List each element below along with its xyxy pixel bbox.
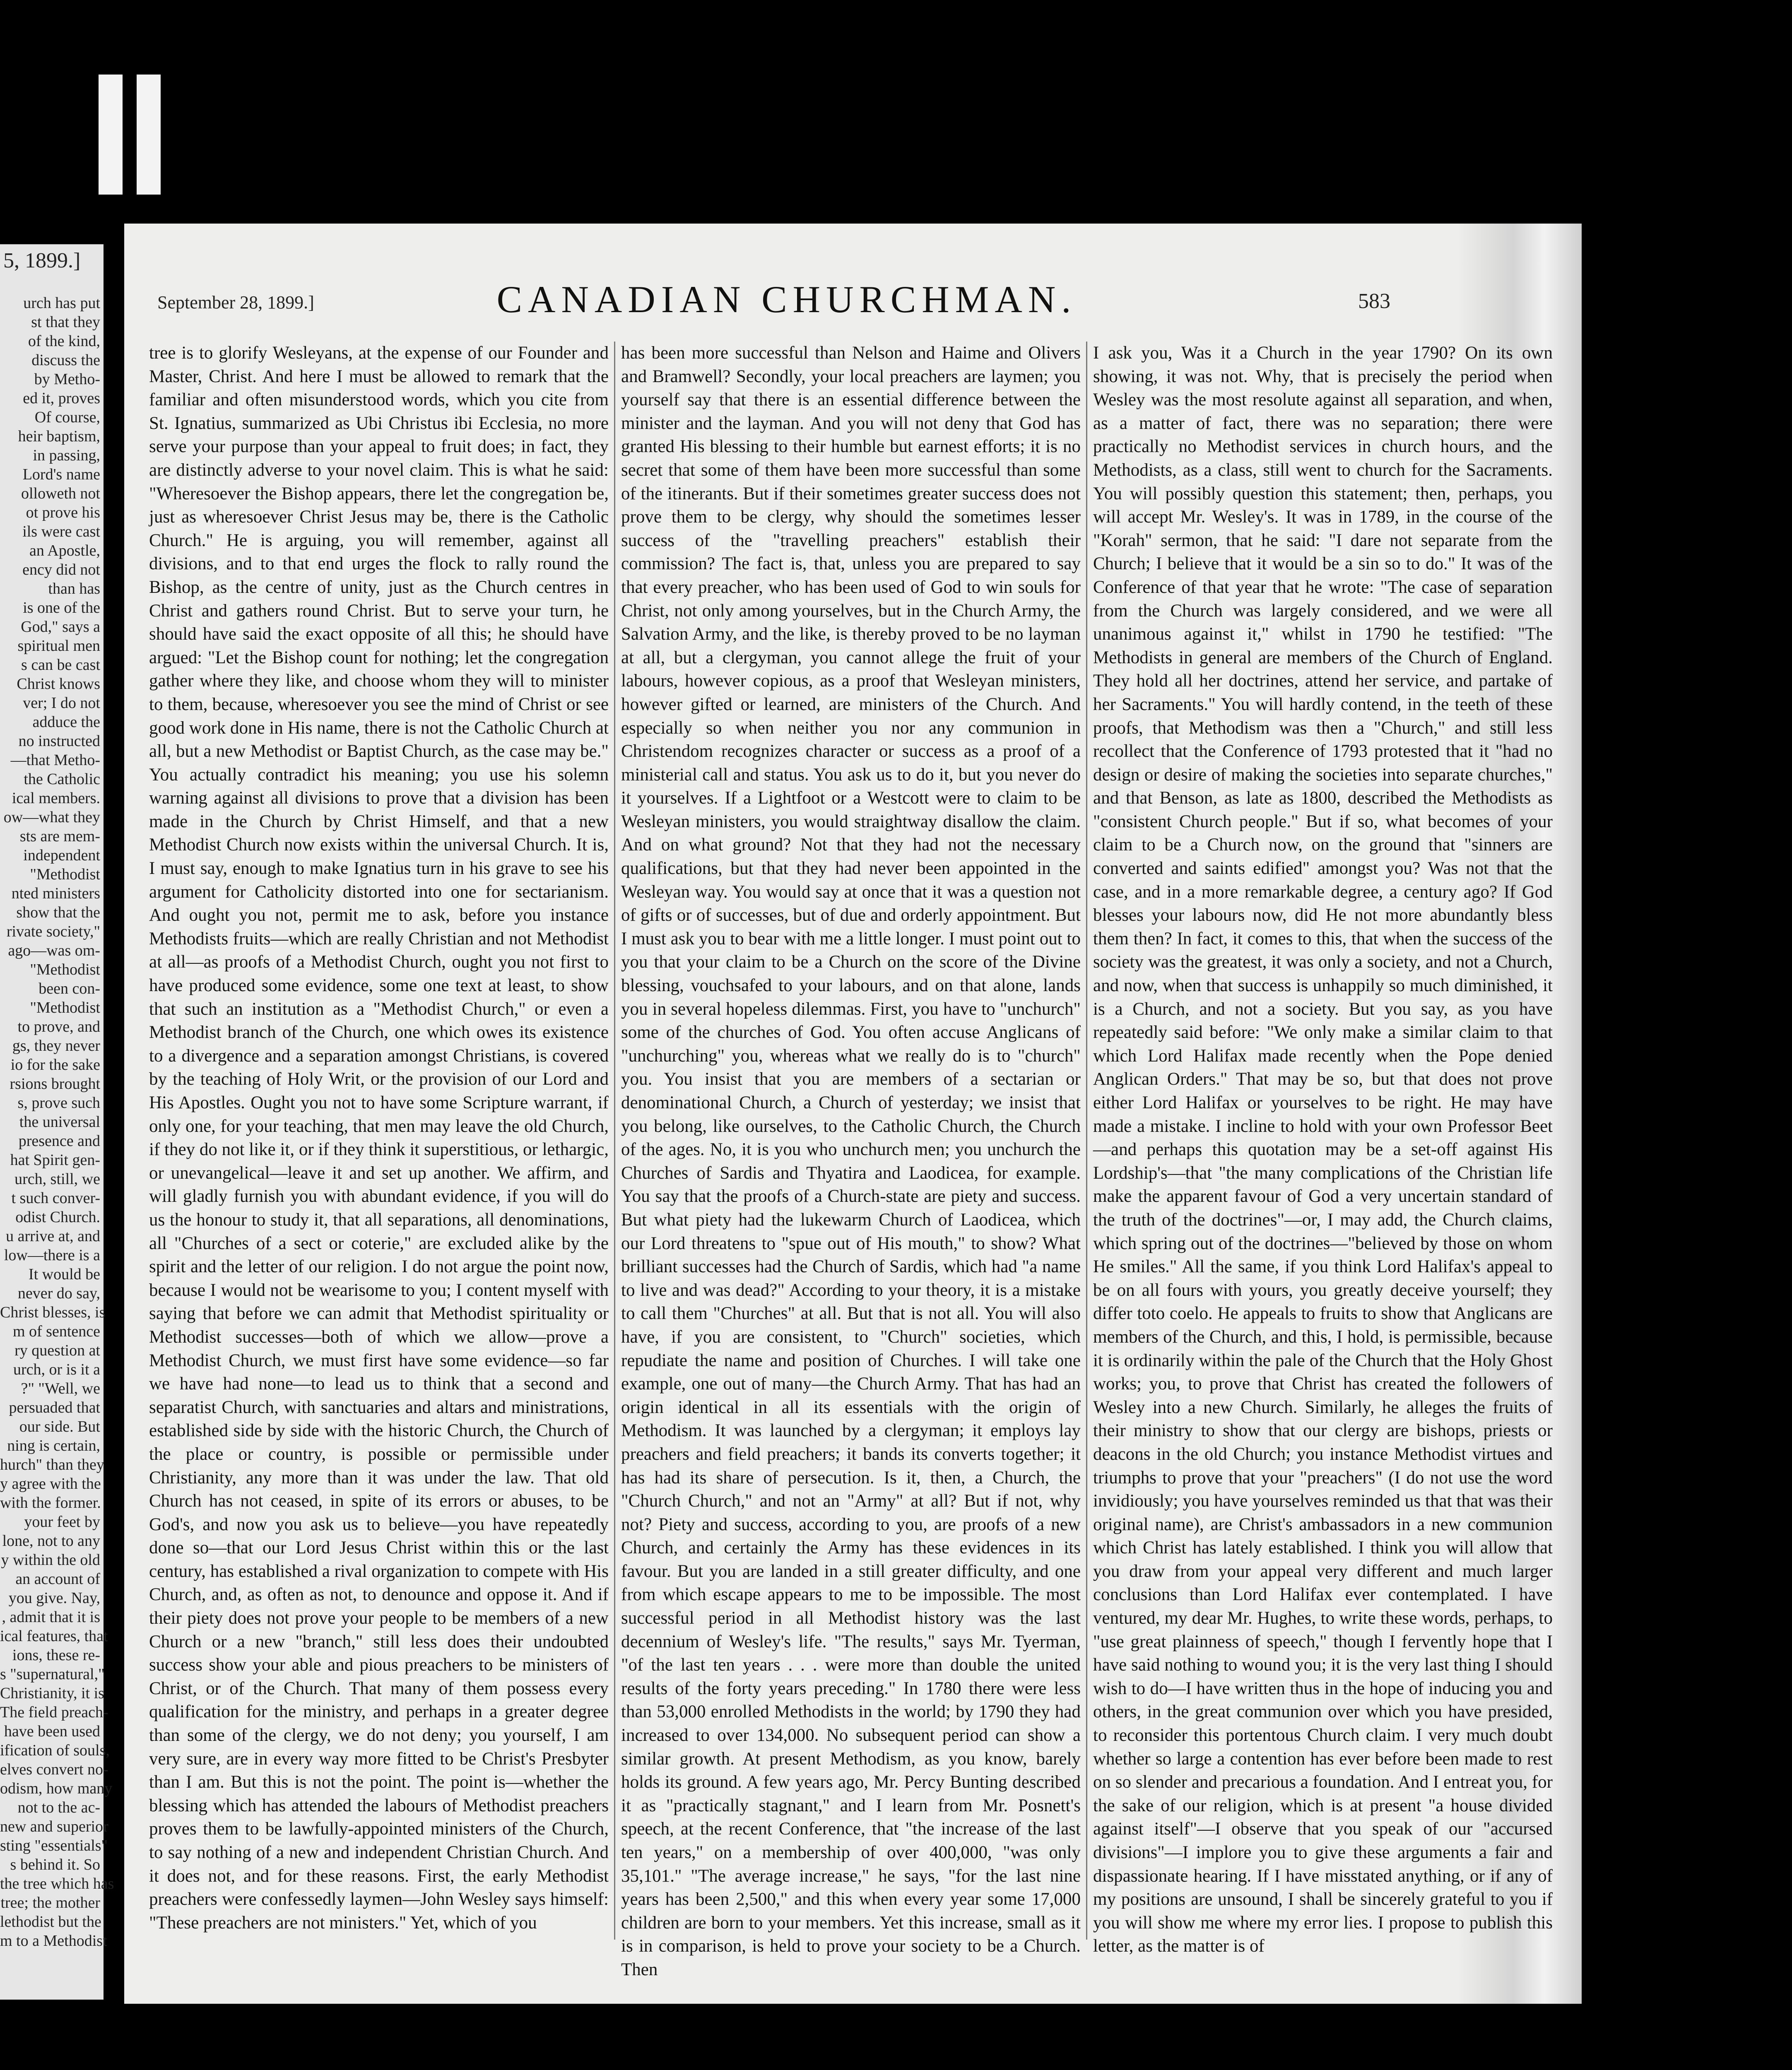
facing-page-line: presence and	[18, 1132, 100, 1150]
facing-page-line: lone, not to any	[2, 1532, 100, 1550]
facing-page-line: ?" "Well, we	[21, 1380, 100, 1397]
page-header	[124, 224, 1582, 335]
facing-page-line: sts are mem-	[19, 828, 100, 845]
facing-page-line: y within the old	[1, 1551, 100, 1569]
facing-page-line: to prove, and	[17, 1018, 100, 1035]
facing-page-line: discuss the	[31, 351, 100, 369]
facing-page-line: —that Metho-	[10, 751, 100, 769]
facing-page-line: of the kind,	[28, 332, 100, 350]
facing-page-line: Of course,	[34, 409, 100, 426]
facing-page-line: hat Spirit gen-	[10, 1151, 100, 1169]
facing-page-line: Christ blesses, is	[0, 1304, 106, 1321]
facing-page-line: the tree which has	[0, 1875, 114, 1892]
column-text: I ask you, Was it a Church in the year 1790? On its own showing, it was not. Why, that is precisely the period when Wesley was the most resolute against all separation, and when, as a matter of fact, there was no separation; there were practically no Methodist services in church hours, and the Methodists, as a class, still went to church for the Sacraments. You will possibly question this statement; then, perhaps, you will accept Mr. Wesley's. It was in 1789, in the course of the "Korah" sermon, that he said: "I dare not separate from the Church; I believe that it would be a sin so to do." It was of the Conference of that year that he wrote: "The case of separation from the Church was largely considered, and we were all unanimous against it," whilst in 1790 he testified: "The Methodists in general are members of the Church of England. They hold all her doctrines, attend her service, and partake of her Sacraments." You will hardly contend, in the teeth of these proofs, that Methodism was then a "Church," and still less recollect that the Conference of 1793 protested that it "had no design or desire of making the societies into separate churches," and that Benson, as late as 1800, described the Methodists as "consistent Church people." But if so, what becomes of your claim to be a Church now, on the ground that "sinners are converted and saints edified" amongst you? Was not that the case, and in a more remarkable degree, a century ago? If God blesses your labours now, did He not more abundantly bless them then? In fact, it comes to this, that when the success of the society was the greatest, it was only a society, and not a Church, and now, when that success is unhappily so much diminished, it is a Church, and not a society. But you say, as you have repeatedly said before: "We only make a similar claim to that which Lord Halifax made recently when the Pope denied Anglican Orders." That may be so, but that does not prove either Lord Halifax or yourselves to be right. He may have made a mistake. I incline to hold with your own Professor Beet—and perhaps this quotation may be a set-off against His Lordship's—that "the many complications of the Christian life make the apparent favour of God a very uncertain standard of the truth of the doctrines"—or, I may add, the Church claims, which spring out of the doctrines—"believed by those on whom He smiles." All the same, if you think Lord Halifax's appeal to be on all fours with yours, you greatly deceive yourself; they differ toto coelo. He appeals to fruits to show that Anglicans are members of the Church, and this, I hold, is permissible, because it is ordinarily within the pale of the Church that the Holy Ghost works; you, to prove that Christ has created the followers of Wesley into a new Church. Similarly, he alleges the fruits of their ministry to show that our clergy are bishops, priests or deacons in the old Church; you instance Methodist virtues and triumphs to prove that your "preachers" (I do not use the word invidiously; you have yourselves reminded us that that was their original name), are Christ's ambassadors in a new communion which Christ has lately established. I think you will allow that you draw from your appeal very different and much larger conclusions than Lord Halifax ever contemplated. I have ventured, my dear Mr. Hughes, to write these words, perhaps, to "use great plainness of speech," though I fervently hope that I have said nothing to wound you; it is the very last thing I should wish to do—I have written thus in the hope of inducing you and others, in the great communion over which you have presided, to reconsider this portentous Church claim. I very much doubt whether so large a contention has ever before been made to rest on so slender and precarious a foundation. And I entreat you, for the sake of our religion, which is at present "a house divided against itself"—I observe that you speak of our "accursed divisions"—I implore you to give these arguments a fair and dispassionate hearing. If I have misstated anything, or if any of my positions are unsound, I shall be sincerely grateful to you if you will show me where my error lies. I propose to publish this letter, as the matter is of	[1093, 343, 1553, 1956]
facing-page-line: Christianity, it is	[0, 1685, 104, 1702]
facing-page-line: s "supernatural,"	[0, 1666, 105, 1683]
facing-page-line: your feet by	[24, 1513, 100, 1531]
facing-page-line: never do say,	[17, 1285, 100, 1302]
article-column-2	[621, 342, 1081, 1979]
issue-date: September 28, 1899.]	[157, 292, 314, 313]
facing-page-line: persuaded that	[9, 1399, 100, 1416]
facing-page-line: olloweth not	[21, 485, 100, 502]
facing-page-line: st that they	[31, 313, 100, 331]
facing-page-line: an Apostle,	[29, 542, 100, 559]
facing-page-line: ow—what they	[3, 809, 100, 826]
facing-page-line: low—there is a	[4, 1247, 100, 1264]
facing-page-line: urch has put	[23, 294, 100, 312]
film-mark-top-right	[137, 75, 161, 195]
facing-page-line: s, prove such	[17, 1094, 100, 1112]
facing-page-line: nted ministers	[11, 885, 100, 902]
masthead-title: CANADIAN CHURCHMAN.	[496, 278, 1077, 320]
facing-page-line: have been used	[4, 1723, 100, 1740]
facing-page-line: ot prove his	[26, 504, 100, 521]
facing-page-line: ago—was om-	[8, 942, 100, 959]
facing-page-line: m to a Methodist	[0, 1932, 107, 1950]
facing-page-line: Lord's name	[22, 466, 100, 483]
facing-page-header: 5, 1899.]	[3, 249, 81, 272]
facing-page-line: urch, still, we	[14, 1170, 100, 1188]
facing-page-line: "Methodist	[30, 961, 100, 978]
facing-page-line: ification of souls,	[0, 1742, 110, 1759]
facing-page-line: the universal	[19, 1113, 100, 1131]
facing-page-line: ning is certain,	[7, 1437, 100, 1454]
facing-page-line: ry question at	[14, 1342, 100, 1359]
facing-page-line: than has	[48, 580, 100, 597]
facing-page-line: y agree with the	[0, 1475, 101, 1492]
facing-page-line: lethodist but the	[0, 1913, 101, 1930]
facing-page-line: show that the	[16, 904, 100, 921]
facing-page-line: God," says a	[21, 618, 100, 635]
facing-page-line: ical members.	[12, 789, 100, 807]
facing-page-line: odism, how many	[0, 1780, 113, 1797]
facing-page-line: in passing,	[33, 447, 100, 464]
facing-page-line: you give. Nay,	[8, 1589, 100, 1607]
facing-page-line: gs, they never	[12, 1037, 100, 1054]
facing-page-line: elves convert no-	[0, 1761, 108, 1778]
facing-page-line: ical features, that	[0, 1627, 108, 1645]
page-number: 583	[1358, 289, 1390, 313]
newspaper-page	[124, 224, 1582, 2004]
facing-page-line: rivate society,"	[6, 923, 100, 940]
facing-page-line: s behind it. So	[10, 1856, 100, 1873]
facing-page-line: The field preach-	[0, 1704, 108, 1721]
facing-page-line: spiritual men	[17, 637, 100, 655]
facing-page-line: u arrive at, and	[6, 1228, 100, 1245]
facing-page-line: no instructed	[18, 732, 100, 750]
facing-page-line: "Methodist	[30, 999, 100, 1016]
facing-page-line: m of sentence	[12, 1323, 100, 1340]
column-divider	[1086, 342, 1087, 1940]
facing-page-line: hurch" than they	[0, 1456, 104, 1473]
facing-page-line: heir baptism,	[18, 428, 100, 445]
facing-page-line: , admit that it is	[2, 1608, 100, 1626]
facing-page-line: ed it, proves	[23, 390, 100, 407]
film-mark-top-left	[99, 75, 123, 195]
facing-page-line: ions, these re-	[12, 1646, 100, 1664]
facing-page-line: s can be cast	[21, 656, 100, 674]
facing-page-line: tree; the mother	[0, 1894, 100, 1911]
article-column-1	[149, 342, 609, 1948]
facing-page-line: with the former.	[0, 1494, 101, 1512]
facing-page-line: odist Church.	[15, 1208, 100, 1226]
facing-page-line: not to the ac-	[17, 1799, 100, 1816]
facing-page-line: ency did not	[22, 561, 100, 578]
facing-page-line: been con-	[39, 980, 100, 997]
facing-page-line: Christ knows	[17, 675, 100, 693]
facing-page-line: new and superior	[0, 1818, 108, 1835]
article-column-3	[1093, 342, 1553, 1956]
facing-page-line: "Methodist	[30, 866, 100, 883]
column-text: tree is to glorify Wesleyans, at the expense of our Founder and Master, Christ. And here I must be allowed to remark that the familiar and often misunderstood words, which you cite from St. Ignatius, summarized as Ubi Christus ibi Ecclesia, no more serve your purpose than your appeal to fruit does; in fact, they are distinctly adverse to your novel claim. This is what he said: "Wheresoever the Bishop appears, there let the congregation be, just as wheresoever Christ Jesus may be, there is the Catholic Church." He is arguing, you will remember, against all divisions, and to that end urges the flock to rally round the Bishop, as the centre of unity, just as the Church centres in Christ and gathers round Christ. But to serve your turn, he should have said the exact opposite of all this; he should have argued: "Let the Bishop count for nothing; let the congregation gather where they like, and choose whom they will to minister to them, because, wheresoever you see the mind of Christ or see good work done in His name, there is not the Catholic Church at all, but a new Methodist or Baptist Church, as the case may be." You actually contradict his meaning; you use his solemn warning against all divisions to prove that a division has been made in the Church by Christ Himself, and that a new Methodist Church now exists within the universal Church. It is, I must say, enough to make Ignatius turn in his grave to see his argument for Catholicity distorted into one for sectarianism. And ought you not, permit me to ask, before you instance Methodists fruits—which are really Christian and not Methodist at all—as proofs of a Methodist Church, ought you not first to have produced some evidence, some one text at least, to show that such an institution as a "Methodist Church," or even a Methodist branch of the Church, one which owes its existence to a divergence and a separation amongst Christians, is covered by the teaching of Holy Writ, or the provision of our Lord and His Apostles. Ought you not to have some Scripture warrant, if only one, for your teaching, that men may leave the old Church, if they do not like it, or if they think it superstitious, or lethargic, or unevangelical—leave it and set up another. We affirm, and will gladly furnish you with abundant evidence, if you will do us the honour to study it, that all separations, all denominations, all "Churches of a sect or coterie," are excluded alike by the spirit and the letter of our religion. I do not argue the point now, because I would not be wearisome to you; I content myself with saying that before we can admit that Methodist spirituality or Methodist successes—both of which we allow—prove a Methodist Church, we must first have some evidence—so far we have had none—to lead us to think that a second and separatist Church, with sanctuaries and altars and ministrations, established side by side with the historic Church, the Church of the place or country, is possible or permissible under Christianity, any more than it was under the law. That old Church has not ceased, in spite of its errors or abuses, to be God's, and now you ask us to believe—you have repeatedly done so—that our Lord Jesus Christ within this or the last century, has established a rival organization to compete with His Church, and, as often as not, to denounce and oppose it. And if their piety does not prove your people to be members of a new Church or a new "branch," still less does their undoubted success show your able and pious preachers to be ministers of Christ, or of the Church. That many of them possess every qualification for the ministry, and perhaps in a greater degree than some of the clergy, we do not deny; you yourself, I am very sure, are in every way more fitted to be Christ's Presbyter than I am. But this is not the point. The point is—whether the blessing which has attended the labours of Methodist preachers proves them to be lawfully-appointed ministers of the Church, to say nothing of a new and independent Christian Church. And it does not, and for these reasons. First, the early Methodist preachers were confessedly laymen—John Wesley says himself: "These preachers are not ministers." Yet, which of you	[149, 343, 609, 1933]
facing-page-line: our side. But	[19, 1418, 100, 1435]
facing-page-line: io for the sake	[10, 1056, 100, 1074]
facing-page-line: by Metho-	[34, 371, 100, 388]
facing-page-line: adduce the	[32, 713, 100, 731]
facing-page-line: is one of the	[23, 599, 100, 616]
facing-page-line: the Catholic	[24, 770, 100, 788]
column-text: has been more successful than Nelson and Haime and Olivers and Bramwell? Secondly, your local preachers are laymen; you yourself say that there is an essential difference between the minister and the layman. And you will not deny that God has granted His blessing to their humble but earnest efforts; it is no secret that some of them have been more successful than some of the itinerants. But if their sometimes greater success does not prove them to be clergy, why should the sometimes lesser success of the "travelling preachers" establish their commission? The fact is, that, unless you are prepared to say that every preacher, who has been used of God to win souls for Christ, not only among yourselves, but in the Church Army, the Salvation Army, and the like, is thereby proved to be no layman at all, but a clergyman, you cannot allege the fruit of your labours, however copious, as a proof that Wesleyan ministers, however gifted or learned, are ministers of the Church. And especially so when neither you nor any communion in Christendom recognizes character or success as a proof of a ministerial call and status. You ask us to do it, but you never do it yourselves. If a Lightfoot or a Westcott were to claim to be Wesleyan ministers, you would straightway disallow the claim. And on what ground? Not that they had not the necessary qualifications, but that they had never been appointed in the Wesleyan way. You would say at once that it was a question not of gifts or of successes, but of due and orderly appointment. But I must ask you to bear with me a little longer. I must point out to you that your claim to be a Church on the score of the Divine blessing, vouchsafed to your labours, and on that alone, lands you in several hopeless dilemmas. First, you have to "unchurch" some of the churches of God. You often accuse Anglicans of "unchurching" you, whereas what we really do is to "church" you. You insist that you are members of a sectarian or denominational Church, a Church of yesterday; we insist that you belong, like ourselves, to the Catholic Church, the Church of the ages. No, it is you who unchurch men; you unchurch the Churches of Sardis and Thyatira and Laodicea, for example. You say that the proofs of a Church-state are piety and success. But what piety had the lukewarm Church of Laodicea, which our Lord threatens to "spue out of His mouth," to show? What brilliant successes had the Church of Sardis, which had "a name to live and was dead?" According to your theory, it is a mistake to call them "Churches" at all. But that is not all. You will also have, if you are consistent, to "Church" societies, which repudiate the name and position of Churches. I will take one example, one out of many—the Church Army. That has had an origin identical in all its essentials with the origin of Methodism. It was launched by a clergyman; it employs lay preachers and field preachers; it bands its converts together; it has had its share of persecution. Is it, then, a Church, the "Church Church," and not an "Army" at all? But if not, why not? Piety and success, according to you, are proofs of a new Church, and certainly the Army has these evidences in its favour. But you are landed in a still greater difficulty, and one from which escape appears to me to be impossible. The most successful period in all Methodist history was the last decennium of Wesley's life. "The results," says Mr. Tyerman, "of the last ten years . . . were more than double the united results of the forty years preceding." In 1780 there were less than 53,000 enrolled Methodists in the world; by 1790 they had increased to over 134,000. No subsequent period can show a similar growth. At present Methodism, as you know, barely holds its ground. A few years ago, Mr. Percy Bunting described it as "practically stagnant," and I learn from Mr. Posnett's speech, at the recent Conference, that "the increase of the last ten years," on a membership of over 400,000, "was only 35,101." "The average increase," he says, "for the last nine years has been 2,500," and this when every year some 17,000 children are born to your members. Yet this increase, small as it is in comparison, is held to prove your society to be a Church. Then	[621, 343, 1081, 1979]
facing-page-line: an account of	[15, 1570, 100, 1588]
facing-page-line: ver; I do not	[23, 694, 100, 712]
facing-page-line: rsions brought	[10, 1075, 100, 1093]
facing-page-line: sting "essentials"	[0, 1837, 108, 1854]
column-divider	[614, 342, 615, 1940]
facing-page-line: urch, or is it a	[13, 1361, 100, 1378]
facing-page-line: t such conver-	[11, 1189, 100, 1207]
facing-page-line: independent	[23, 847, 100, 864]
facing-page-line: It would be	[28, 1266, 100, 1283]
facing-page-line: ils were cast	[22, 523, 100, 540]
facing-page-edge	[0, 244, 114, 2000]
